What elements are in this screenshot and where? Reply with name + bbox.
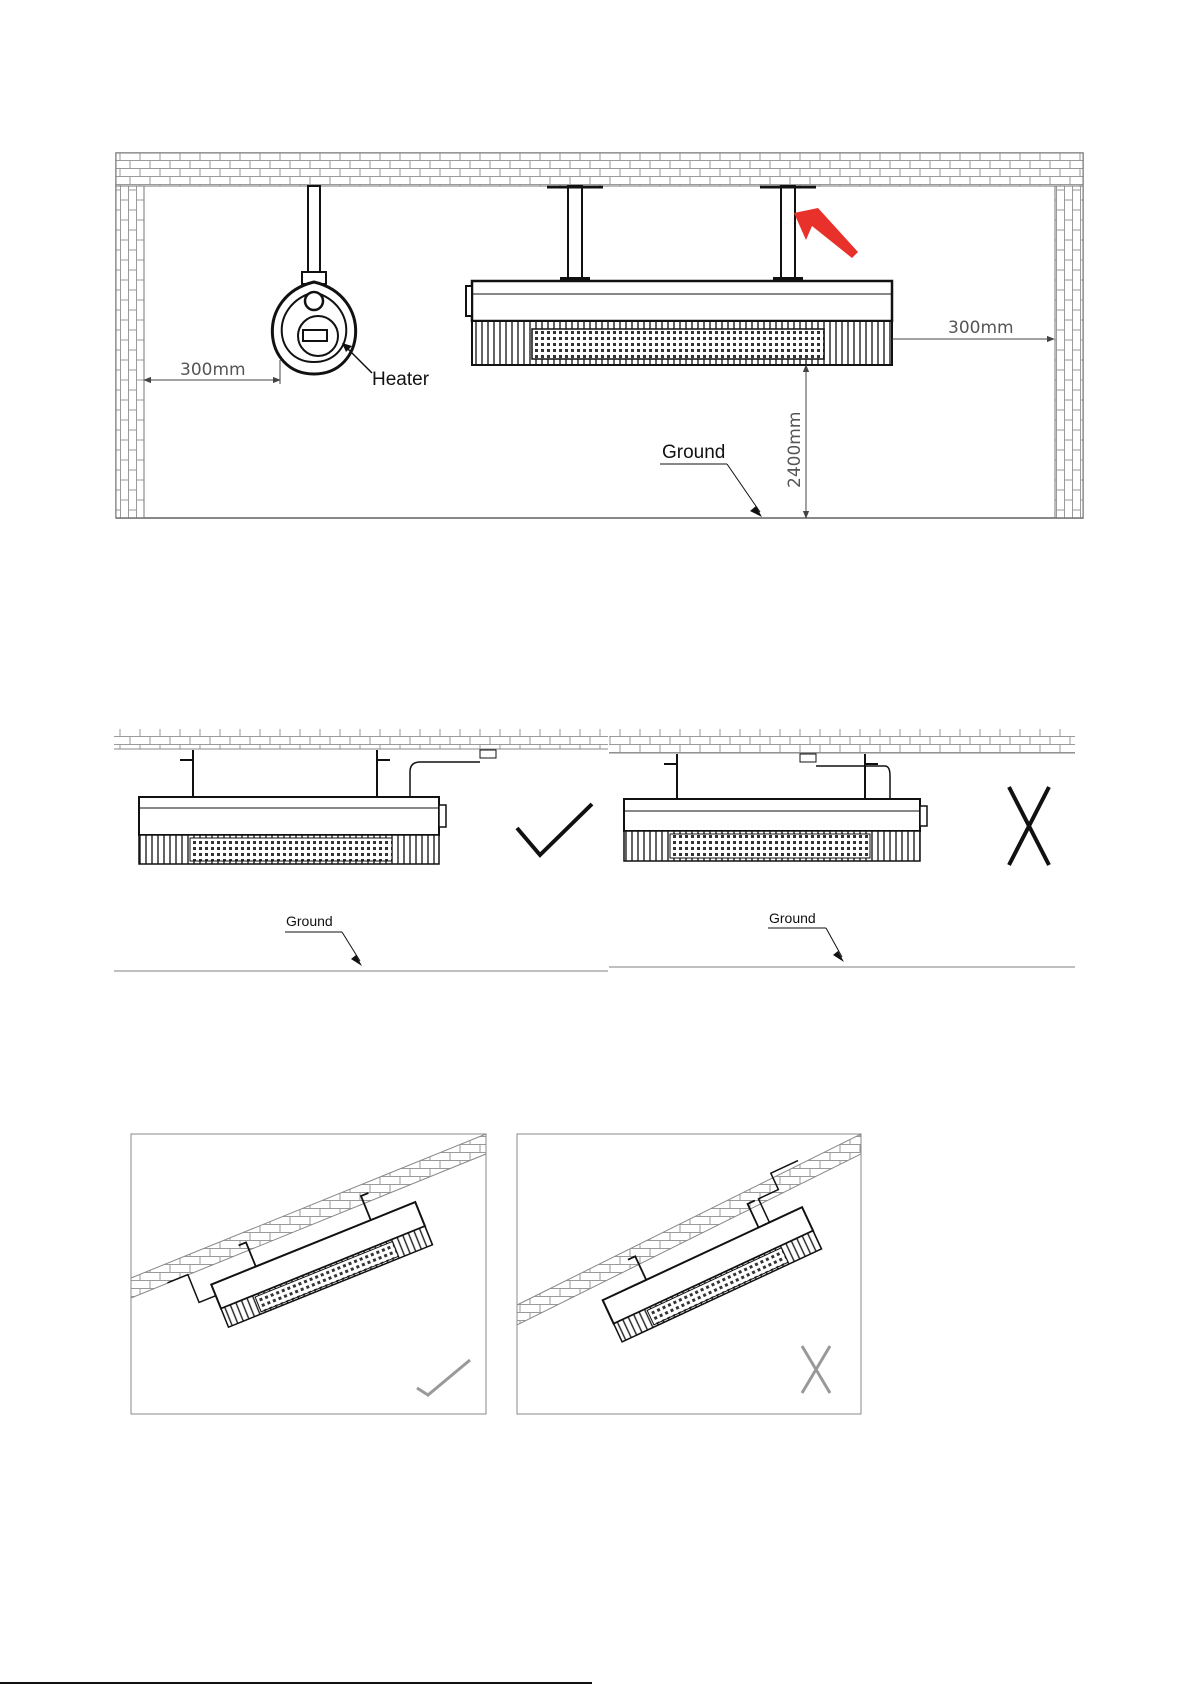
cross-icon	[802, 1346, 830, 1393]
mounting-height-label: 2400mm	[785, 411, 805, 488]
sloped-incorrect-panel	[517, 1134, 861, 1414]
ground-leader-line	[727, 464, 760, 512]
sloped-correct-panel	[131, 1134, 486, 1414]
bracket-highlight-arrow	[794, 208, 858, 258]
figure-3-sloped-ceiling	[131, 1134, 861, 1414]
heater-label: Heater	[372, 369, 430, 390]
heater-front-view	[466, 186, 892, 365]
ground-label-left: Ground	[286, 913, 333, 929]
ground-label: Ground	[662, 442, 726, 463]
check-icon	[417, 1360, 470, 1395]
left-wall-brick	[116, 186, 144, 518]
cable-correct-panel	[114, 729, 608, 971]
right-wall-brick	[1055, 186, 1083, 518]
right-clearance-label: 300mm	[948, 318, 1014, 338]
figure-1-side-view	[116, 153, 1083, 518]
left-clearance-label: 300mm	[180, 360, 246, 380]
heater-leader-line	[346, 347, 372, 373]
heater-end-view	[272, 186, 355, 374]
ground-label-right: Ground	[769, 910, 816, 926]
ceiling-brick	[116, 153, 1083, 186]
check-icon	[517, 804, 592, 855]
figure-2-cable-routing	[114, 729, 1075, 971]
cable-incorrect-panel	[609, 729, 1075, 967]
cross-icon	[1009, 787, 1049, 865]
